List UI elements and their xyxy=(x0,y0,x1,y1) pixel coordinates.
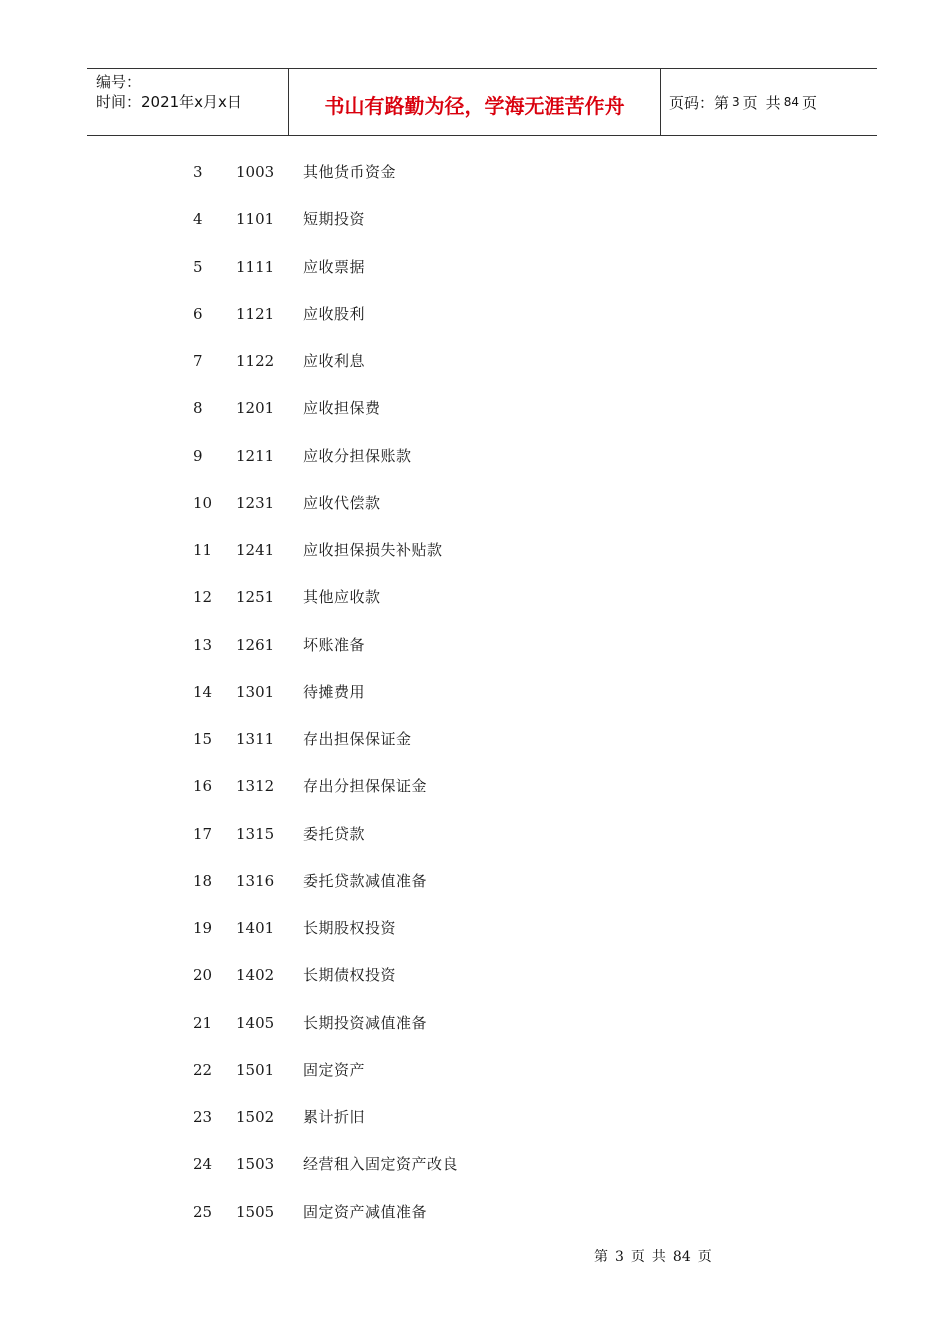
account-code: 1311 xyxy=(236,730,275,748)
account-index: 25 xyxy=(193,1202,213,1221)
account-name: 固定资产 xyxy=(303,1060,366,1079)
page-current: 3 xyxy=(732,95,740,109)
account-code: 1405 xyxy=(236,1013,275,1032)
account-index: 7 xyxy=(193,352,203,370)
account-code: 1402 xyxy=(236,966,275,985)
account-index: 13 xyxy=(193,635,213,654)
account-name: 应收分担保账款 xyxy=(303,446,412,465)
header-motto-cell xyxy=(288,69,661,135)
account-name: 应收担保损失补贴款 xyxy=(303,541,443,559)
account-name: 应收票据 xyxy=(303,257,366,276)
account-index: 21 xyxy=(193,1013,213,1032)
page-footer xyxy=(594,1246,719,1266)
page-label-prefix: 页码：第 xyxy=(669,93,730,112)
account-code: 1401 xyxy=(236,919,275,937)
date-label: 时间：2021年x月x日 xyxy=(96,93,242,111)
account-name: 固定资产减值准备 xyxy=(303,1202,428,1221)
page-total-suffix: 页 xyxy=(801,93,817,112)
list-item xyxy=(0,251,950,298)
account-name: 应收利息 xyxy=(303,352,366,370)
footer-mid: 页 xyxy=(630,1249,645,1265)
account-name: 存出担保保证金 xyxy=(303,730,412,748)
list-item xyxy=(0,629,950,676)
list-item xyxy=(0,156,950,203)
account-code: 1101 xyxy=(236,210,275,229)
account-code: 1505 xyxy=(236,1202,275,1221)
account-name: 其他货币资金 xyxy=(303,163,397,181)
account-index: 16 xyxy=(193,777,213,796)
account-index: 14 xyxy=(193,682,213,701)
footer-total-prefix: 共 xyxy=(651,1249,666,1265)
account-index: 19 xyxy=(193,919,213,937)
account-index: 17 xyxy=(193,824,213,843)
account-name: 经营租入固定资产改良 xyxy=(303,1155,459,1174)
account-code: 1231 xyxy=(236,493,275,512)
account-code: 1121 xyxy=(236,304,275,323)
account-index: 15 xyxy=(193,730,213,748)
list-item xyxy=(0,676,950,723)
list-item xyxy=(0,440,950,487)
account-index: 3 xyxy=(193,163,203,181)
footer-suffix: 页 xyxy=(697,1249,712,1265)
account-code: 1316 xyxy=(236,871,275,890)
account-index: 5 xyxy=(193,257,203,276)
account-name: 累计折旧 xyxy=(303,1108,366,1126)
footer-prefix: 第 xyxy=(594,1249,608,1265)
footer-current: 3 xyxy=(615,1249,624,1265)
list-item xyxy=(0,1148,950,1195)
account-code: 1312 xyxy=(236,777,275,796)
account-name: 委托贷款减值准备 xyxy=(303,871,428,890)
list-item xyxy=(0,298,950,345)
account-index: 10 xyxy=(193,493,213,512)
account-name: 长期投资减值准备 xyxy=(303,1013,428,1032)
account-name: 坏账准备 xyxy=(303,635,366,654)
list-item xyxy=(0,1054,950,1101)
page-label-mid: 页 xyxy=(742,93,758,112)
account-index: 9 xyxy=(193,446,203,465)
list-item xyxy=(0,865,950,912)
list-item xyxy=(0,1196,950,1243)
header-meta xyxy=(87,69,288,135)
account-code: 1003 xyxy=(236,163,275,181)
page-total-prefix: 共 xyxy=(765,93,781,112)
account-index: 4 xyxy=(193,210,203,229)
account-index: 20 xyxy=(193,966,213,985)
list-item xyxy=(0,203,950,250)
list-item xyxy=(0,534,950,581)
account-name: 待摊费用 xyxy=(303,682,366,701)
list-item xyxy=(0,1101,950,1148)
page-header xyxy=(87,68,877,136)
account-code: 1261 xyxy=(236,635,275,654)
account-code: 1241 xyxy=(236,541,275,559)
account-code: 1211 xyxy=(236,446,275,465)
account-list xyxy=(0,156,950,1243)
list-item xyxy=(0,581,950,628)
account-name: 长期债权投资 xyxy=(303,966,397,985)
account-code: 1503 xyxy=(236,1155,275,1174)
account-code: 1301 xyxy=(236,682,275,701)
account-code: 1502 xyxy=(236,1108,275,1126)
account-name: 应收股利 xyxy=(303,304,366,323)
account-code: 1501 xyxy=(236,1060,275,1079)
account-index: 18 xyxy=(193,871,213,890)
list-item xyxy=(0,487,950,534)
account-code: 1315 xyxy=(236,824,275,843)
account-index: 24 xyxy=(193,1155,213,1174)
list-item xyxy=(0,1007,950,1054)
account-index: 12 xyxy=(193,588,213,607)
list-item xyxy=(0,818,950,865)
account-index: 11 xyxy=(193,541,213,559)
account-code: 1201 xyxy=(236,399,275,418)
footer-total: 84 xyxy=(672,1249,691,1265)
list-item xyxy=(0,723,950,770)
account-name: 短期投资 xyxy=(303,210,366,229)
account-code: 1111 xyxy=(236,257,275,276)
list-item xyxy=(0,912,950,959)
account-name: 存出分担保保证金 xyxy=(303,777,428,796)
account-code: 1251 xyxy=(236,588,275,607)
account-code: 1122 xyxy=(236,352,275,370)
account-name: 委托贷款 xyxy=(303,824,366,843)
account-name: 长期股权投资 xyxy=(303,919,397,937)
list-item xyxy=(0,345,950,392)
account-index: 22 xyxy=(193,1060,213,1079)
account-index: 23 xyxy=(193,1108,213,1126)
serial-number-label: 编号： xyxy=(96,73,142,91)
account-index: 6 xyxy=(193,304,203,323)
motto-text: 书山有路勤为径，学海无涯苦作舟 xyxy=(324,93,625,118)
page-total: 84 xyxy=(783,95,799,109)
header-page-number xyxy=(669,69,817,135)
account-index: 8 xyxy=(193,399,203,418)
account-name: 其他应收款 xyxy=(303,588,381,607)
account-name: 应收代偿款 xyxy=(303,493,381,512)
list-item xyxy=(0,392,950,439)
list-item xyxy=(0,770,950,817)
list-item xyxy=(0,959,950,1006)
account-name: 应收担保费 xyxy=(303,399,381,418)
